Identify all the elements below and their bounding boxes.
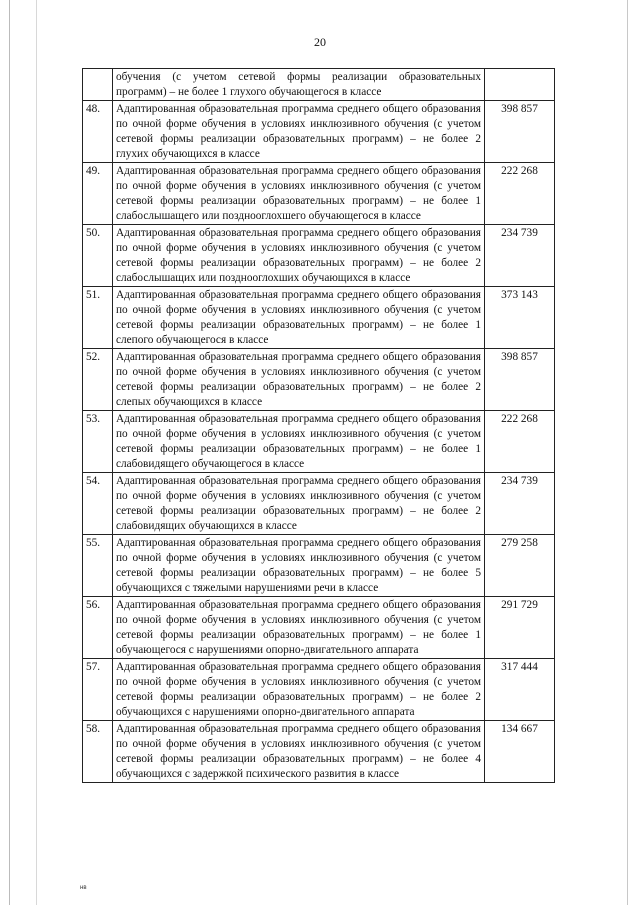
row-description: Адаптированная образовательная программа среднего общего образования по очной форме обучения в условиях инклюзивного обучения (с учетом сетевой формы реализации образовательных программ) – не более 2 слепых обучающихся в классе [113, 349, 485, 411]
row-description: Адаптированная образовательная программа среднего общего образования по очной форме обучения в условиях инклюзивного обучения (с учетом сетевой формы реализации образовательных программ) – не более 1 слабовидящего обучающегося в классе [113, 411, 485, 473]
table-row [83, 721, 555, 783]
row-cost-value: 373 143 [485, 287, 555, 349]
row-description: Адаптированная образовательная программа среднего общего образования по очной форме обучения в условиях инклюзивного обучения (с учетом сетевой формы реализации образовательных программ) – не более 1 слепого обучающегося в классе [113, 287, 485, 349]
row-cost-value [485, 69, 555, 101]
row-description: обучения (с учетом сетевой формы реализации образовательных программ) – не более 1 глухого обучающегося в классе [113, 69, 485, 101]
scan-edge-left-inner [36, 0, 37, 905]
programs-table [82, 68, 555, 783]
table-row [83, 163, 555, 225]
row-description: Адаптированная образовательная программа среднего общего образования по очной форме обучения в условиях инклюзивного обучения (с учетом сетевой формы реализации образовательных программ) – не более 1 обучающегося с нарушениями опорно-двигательного аппарата [113, 597, 485, 659]
row-description: Адаптированная образовательная программа среднего общего образования по очной форме обучения в условиях инклюзивного обучения (с учетом сетевой формы реализации образовательных программ) – не более 2 обучающихся с нарушениями опорно-двигательного аппарата [113, 659, 485, 721]
row-description: Адаптированная образовательная программа среднего общего образования по очной форме обучения в условиях инклюзивного обучения (с учетом сетевой формы реализации образовательных программ) – не более 2 глухих обучающихся в классе [113, 101, 485, 163]
row-description: Адаптированная образовательная программа среднего общего образования по очной форме обучения в условиях инклюзивного обучения (с учетом сетевой формы реализации образовательных программ) – не более 2 слабослышащих или позднооглохших обучающихся в классе [113, 225, 485, 287]
row-number: 51. [83, 287, 113, 349]
row-cost-value: 279 258 [485, 535, 555, 597]
row-description: Адаптированная образовательная программа среднего общего образования по очной форме обучения в условиях инклюзивного обучения (с учетом сетевой формы реализации образовательных программ) – не более 1 слабослышащего или позднооглохшего обучающегося в классе [113, 163, 485, 225]
table-row [83, 597, 555, 659]
row-cost-value: 398 857 [485, 349, 555, 411]
row-cost-value: 234 739 [485, 225, 555, 287]
row-cost-value: 317 444 [485, 659, 555, 721]
row-number: 50. [83, 225, 113, 287]
row-number: 57. [83, 659, 113, 721]
row-cost-value: 222 268 [485, 411, 555, 473]
row-number: 56. [83, 597, 113, 659]
table-row [83, 411, 555, 473]
row-description: Адаптированная образовательная программа среднего общего образования по очной форме обучения в условиях инклюзивного обучения (с учетом сетевой формы реализации образовательных программ) – не более 5 обучающихся с тяжелыми нарушениями речи в классе [113, 535, 485, 597]
scan-edge-right [627, 0, 628, 905]
table-row [83, 473, 555, 535]
table-row [83, 659, 555, 721]
table-row [83, 349, 555, 411]
row-cost-value: 398 857 [485, 101, 555, 163]
row-description: Адаптированная образовательная программа среднего общего образования по очной форме обучения в условиях инклюзивного обучения (с учетом сетевой формы реализации образовательных программ) – не более 4 обучающихся с задержкой психического развития в классе [113, 721, 485, 783]
table-row [83, 535, 555, 597]
table-row [83, 101, 555, 163]
scan-edge-left [9, 0, 10, 905]
row-description: Адаптированная образовательная программа среднего общего образования по очной форме обучения в условиях инклюзивного обучения (с учетом сетевой формы реализации образовательных программ) – не более 2 слабовидящих обучающихся в классе [113, 473, 485, 535]
table-row [83, 287, 555, 349]
row-number: 55. [83, 535, 113, 597]
row-number: 49. [83, 163, 113, 225]
row-number [83, 69, 113, 101]
row-number: 52. [83, 349, 113, 411]
page-number: 20 [314, 35, 326, 49]
row-number: 48. [83, 101, 113, 163]
table-row [83, 225, 555, 287]
table-row [83, 69, 555, 101]
footer-mark: нв [80, 885, 87, 891]
row-number: 58. [83, 721, 113, 783]
row-cost-value: 291 729 [485, 597, 555, 659]
row-number: 53. [83, 411, 113, 473]
row-cost-value: 222 268 [485, 163, 555, 225]
row-cost-value: 234 739 [485, 473, 555, 535]
row-number: 54. [83, 473, 113, 535]
row-cost-value: 134 667 [485, 721, 555, 783]
